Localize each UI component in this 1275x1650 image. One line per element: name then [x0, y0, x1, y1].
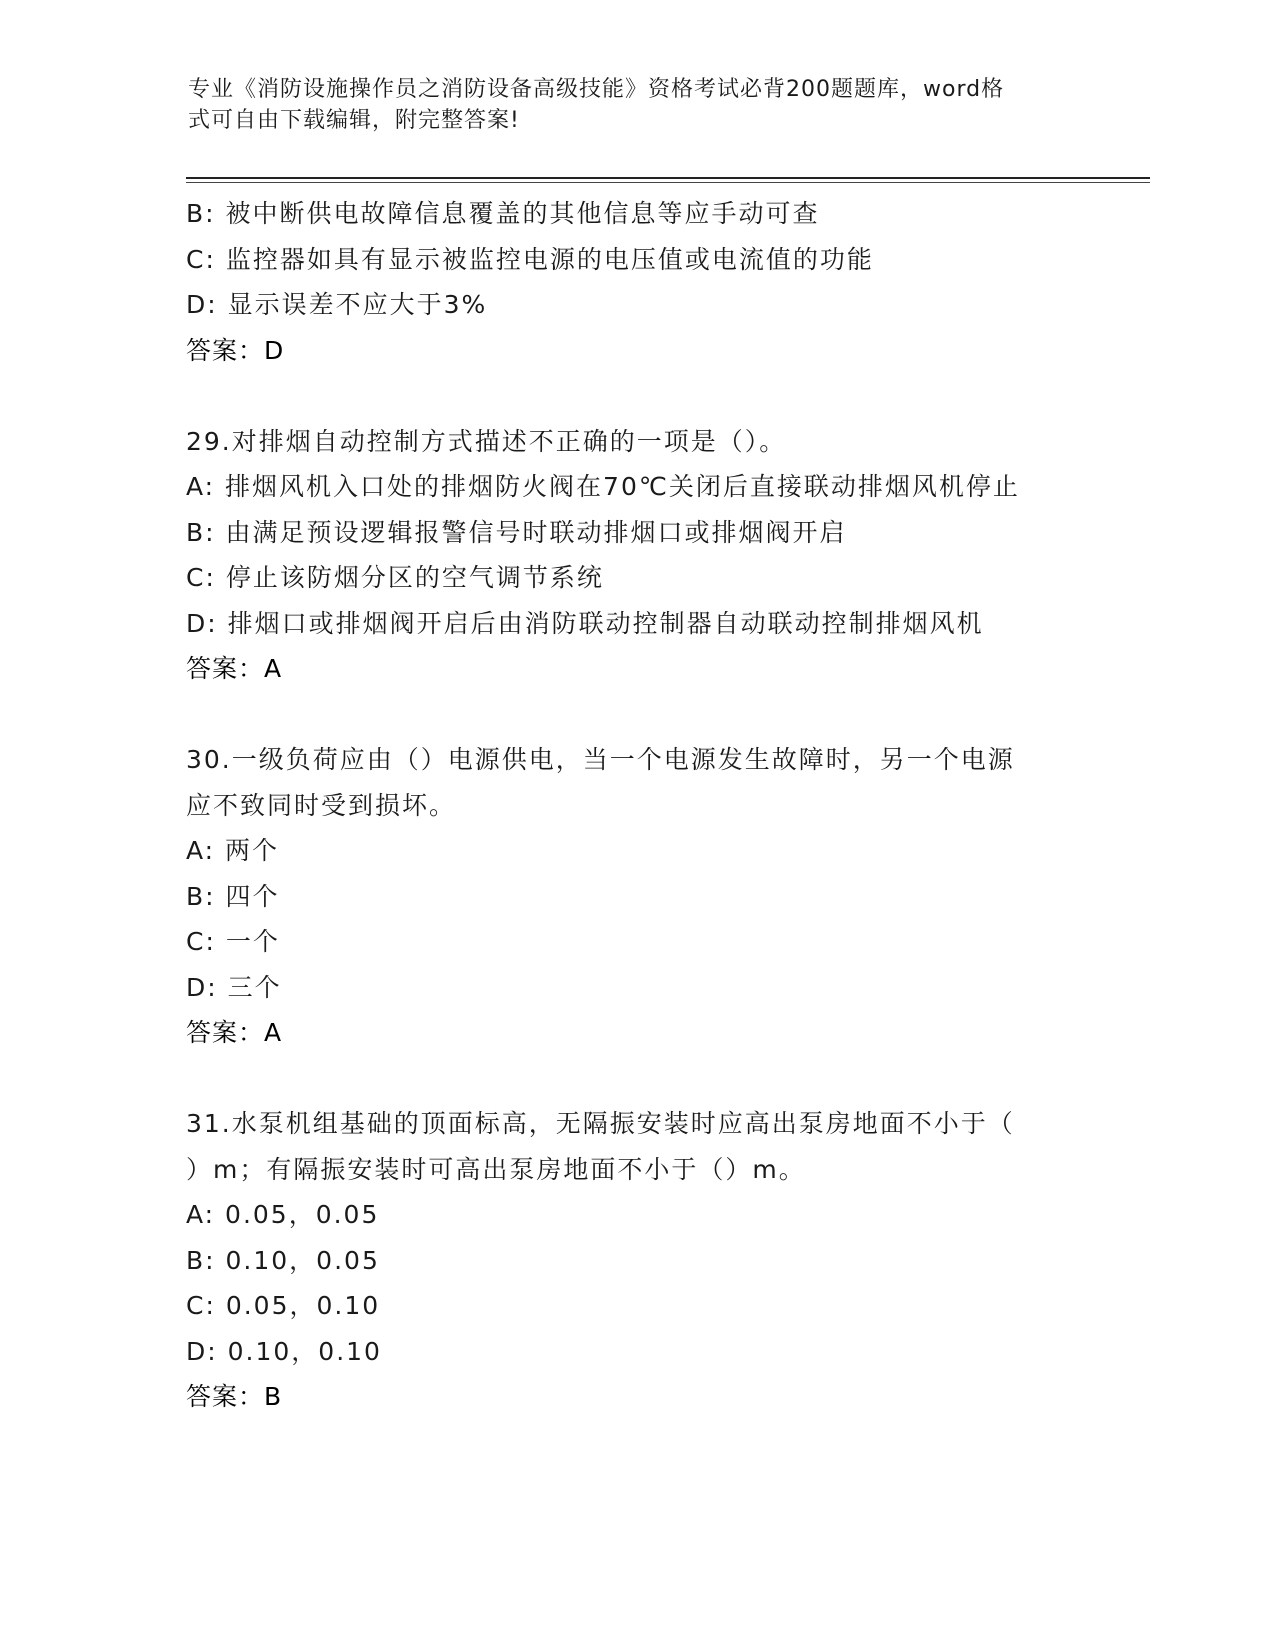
option-b: B: 由满足预设逻辑报警信号时联动排烟口或排烟阀开启	[186, 517, 847, 547]
question-list	[186, 191, 1086, 1420]
option-b: B: 0.10，0.05	[186, 1245, 380, 1275]
option-a: A: 排烟风机入口处的排烟防火阀在70℃关闭后直接联动排烟风机停止	[186, 472, 1020, 501]
option-a: A: 两个	[186, 836, 280, 865]
spacer	[186, 692, 1086, 738]
question-29	[186, 419, 1086, 692]
spacer	[186, 1056, 1086, 1102]
question-31	[186, 1101, 1086, 1420]
question-text-line-1: 31.水泵机组基础的顶面标高，无隔振安装时应高出泵房地面不小于（	[186, 1109, 1015, 1138]
option-c: C: 0.05，0.10	[186, 1291, 381, 1320]
option-d: D: 显示误差不应大于3%	[186, 290, 488, 319]
header-line-2: 式可自由下载编辑，附完整答案!	[188, 108, 520, 133]
question-text-line-2: ）m；有隔振安装时可高出泵房地面不小于（）m。	[186, 1154, 806, 1184]
option-c: C: 停止该防烟分区的空气调节系统	[186, 563, 604, 592]
header-line-1: 专业《消防设施操作员之消防设备高级技能》资格考试必背200题题库，word格	[188, 77, 1005, 102]
option-a: A: 0.05，0.05	[186, 1200, 380, 1229]
spacer	[186, 373, 1086, 419]
answer: 答案：B	[186, 1382, 283, 1411]
question-text-line-1: 30.一级负荷应由（）电源供电，当一个电源发生故障时，另一个电源	[186, 745, 1015, 774]
option-d: D: 三个	[186, 972, 282, 1002]
header-divider-thick	[186, 177, 1150, 179]
option-b: B: 四个	[186, 881, 280, 911]
option-c: C: 一个	[186, 927, 280, 956]
question-28	[186, 191, 1086, 373]
question-text-line-2: 应不致同时受到损坏。	[186, 790, 457, 820]
option-d: D: 排烟口或排烟阀开启后由消防联动控制器自动联动控制排烟风机	[186, 608, 984, 638]
header-divider-thin	[186, 182, 1150, 183]
option-c: C: 监控器如具有显示被监控电源的电压值或电流值的功能	[186, 244, 874, 274]
answer: 答案：D	[186, 335, 285, 365]
option-d: D: 0.10，0.10	[186, 1336, 382, 1366]
answer: 答案：A	[186, 1018, 283, 1047]
question-30	[186, 737, 1086, 1056]
document-header	[188, 74, 1068, 136]
question-text: 29.对排烟自动控制方式描述不正确的一项是（）。	[186, 426, 787, 456]
option-b: B: 被中断供电故障信息覆盖的其他信息等应手动可查	[186, 199, 820, 228]
answer: 答案：A	[186, 654, 283, 683]
